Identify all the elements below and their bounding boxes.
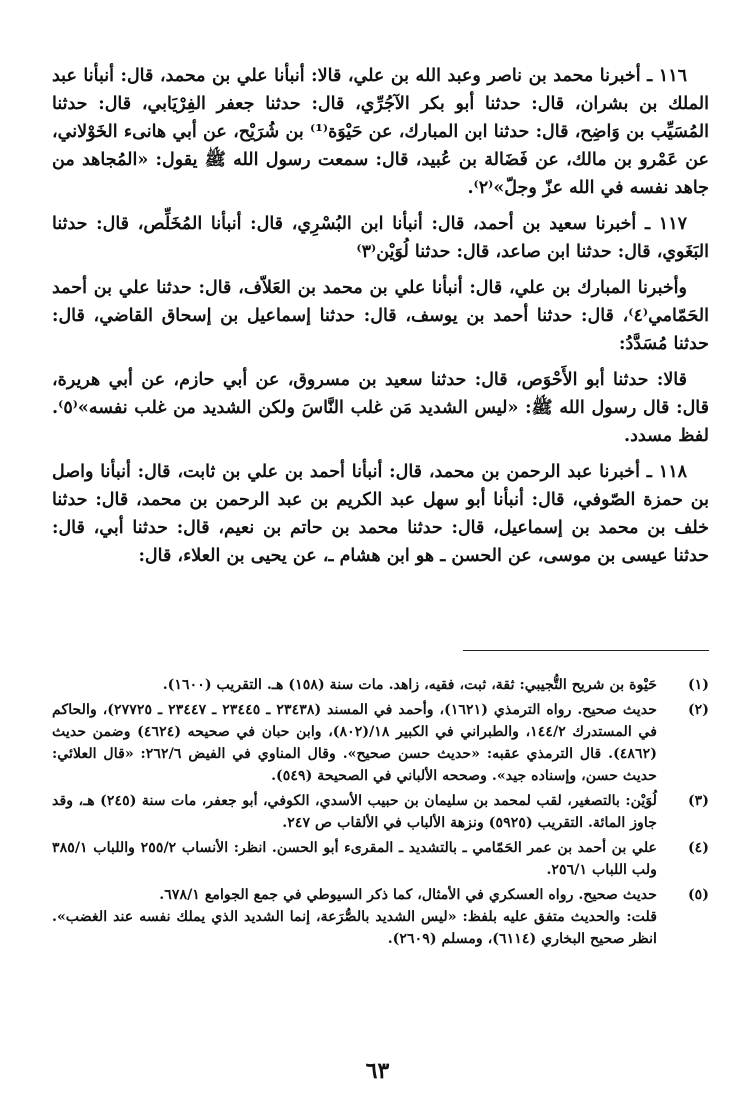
footnote <box>52 884 709 950</box>
hadith-118: ١١٨ ـ أخبرنا عبد الرحمن بن محمد، قال: أنبأنا أحمد بن علي بن ثابت، قال: أنبأنا واصل بن حمزة الصّوفي، قال: أنبأنا أبو سهل عبد الكريم بن عبد الرحمن بن محمد، قال: حدثنا خلف بن محمد بن إسماعيل، قال: حدثنا محمد بن حاتم بن نعيم، قال: حدثنا أبي، قال: حدثنا عيسى بن موسى، عن الحسن ـ هو ابن هشام ـ، عن يحيى بن العلاء، قال: <box>52 462 709 566</box>
footnote-number: (٥) <box>687 887 709 903</box>
footnote-number: (٢) <box>687 702 709 718</box>
footnote-number: (٤) <box>687 840 709 856</box>
hadith-117: ١١٧ ـ أخبرنا سعيد بن أحمد، قال: أنبأنا ابن البُسْرِي، قال: أنبأنا المُخَلِّص، قال: حدثنا البَغَوي، قال: حدثنا ابن صاعد، قال: حدثنا لُوَيْن⁽٣⁾ <box>52 214 709 262</box>
footnotes <box>52 674 709 953</box>
footnote-text: حَيْوة بن شريح التُّجيبي: ثقة، ثبت، فقيه، زاهد. مات سنة (١٥٨) هـ. التقريب (١٦٠٠). <box>162 677 657 693</box>
footnote-text: قلت: والحديث متفق عليه بلفظ: «ليس الشديد بالصُّرَعة، إنما الشديد الذي يملك نفسه عند الغضب». انظر صحيح البخاري (٦١١٤)، ومسلم (٢٦٠٩). <box>52 909 657 947</box>
hadith-116: ١١٦ ـ أخبرنا محمد بن ناصر وعبد الله بن علي، قالا: أنبأنا علي بن محمد، قال: أنبأنا عبد الملك بن بشران، قال: حدثنا أبو بكر الآجُرِّي، قال: حدثنا جعفر الفِرْيَابي، قال: حدثنا المُسَيِّب بن وَاضِح، قال: حدثنا ابن المبارك، عن حَيْوَة⁽¹⁾ بن شُرَيْح، عن أبي هانىء الخَوْلاني، عن عَمْرو بن مالك، عن فَضَالة بن عُبيد، قال: سمعت رسول الله ﷺ يقول: «المُجاهد من جاهد نفسه في الله عزّ وجلّ»⁽٢⁾. <box>52 66 709 198</box>
main-text <box>52 62 709 578</box>
footnote-text: علي بن أحمد بن عمر الحَمّامي ـ بالتشديد ـ المقرىء أبو الحسن. انظر: الأنساب ٢٥٥/٢ واللباب ٣٨٥/١ ولب اللباب ٢٥٦/١. <box>52 840 657 878</box>
hadith-117-chain-2: وأخبرنا المبارك بن علي، قال: أنبأنا علي بن محمد بن العَلاّف، قال: حدثنا علي بن أحمد الحَمّامي⁽٤⁾، قال: حدثنا أحمد بن يوسف، قال: حدثنا إسماعيل بن إسحاق القاضي، قال: حدثنا مُسَدَّدُ: <box>52 278 709 354</box>
footnote <box>52 837 709 881</box>
footnote-number: (٣) <box>687 793 709 809</box>
footnote-text: لُوَيْن: بالتصغير، لقب لمحمد بن سليمان بن حبيب الأسدي، الكوفي، أبو جعفر، مات سنة (٢٤٥) هـ، وقد جاوز المائة. التقريب (٥٩٢٥) ونزهة الألباب في الألقاب ص ٢٤٧. <box>52 793 658 831</box>
footnote-separator <box>463 650 709 651</box>
footnote-text: حديث صحيح. رواه الترمذي (١٦٢١)، وأحمد في المسند (٢٣٤٣٨ ـ ٢٣٤٤٥ ـ ٢٣٤٤٧ ـ ٢٧٧٢٥)، والحاكم في المستدرك ١٤٤/٢، والطبراني في الكبير ١٨/(٨٠٢)، وابن حبان في صحيحه (٤٦٢٤) وضمن حديث (٤٨٦٢). قال الترمذي عقبه: «حديث حسن صحيح». وقال المناوي في الفيض ٢٦٢/٦: «قال العلائي: حديث حسن، وإسناده جيد». وصححه الألباني في الصحيحة (٥٤٩). <box>52 702 658 784</box>
footnote <box>52 674 709 696</box>
footnote-number: (١) <box>687 677 709 693</box>
footnote <box>52 790 709 834</box>
footnote <box>52 699 709 787</box>
footnote-text: حديث صحيح. رواه العسكري في الأمثال، كما ذكر السيوطي في جمع الجوامع ٦٧٨/١. <box>159 887 657 903</box>
page-number: ٦٣ <box>365 1058 390 1084</box>
hadith-117-text: قالا: حدثنا أبو الأَحْوَص، قال: حدثنا سعيد بن مسروق، عن أبي حازم، عن أبي هريرة، قال: قال رسول الله ﷺ: «ليس الشديد مَن غلب النَّاسَ ولكن الشديد من غلب نفسه»⁽٥⁾. لفظ مسدد. <box>52 370 709 446</box>
